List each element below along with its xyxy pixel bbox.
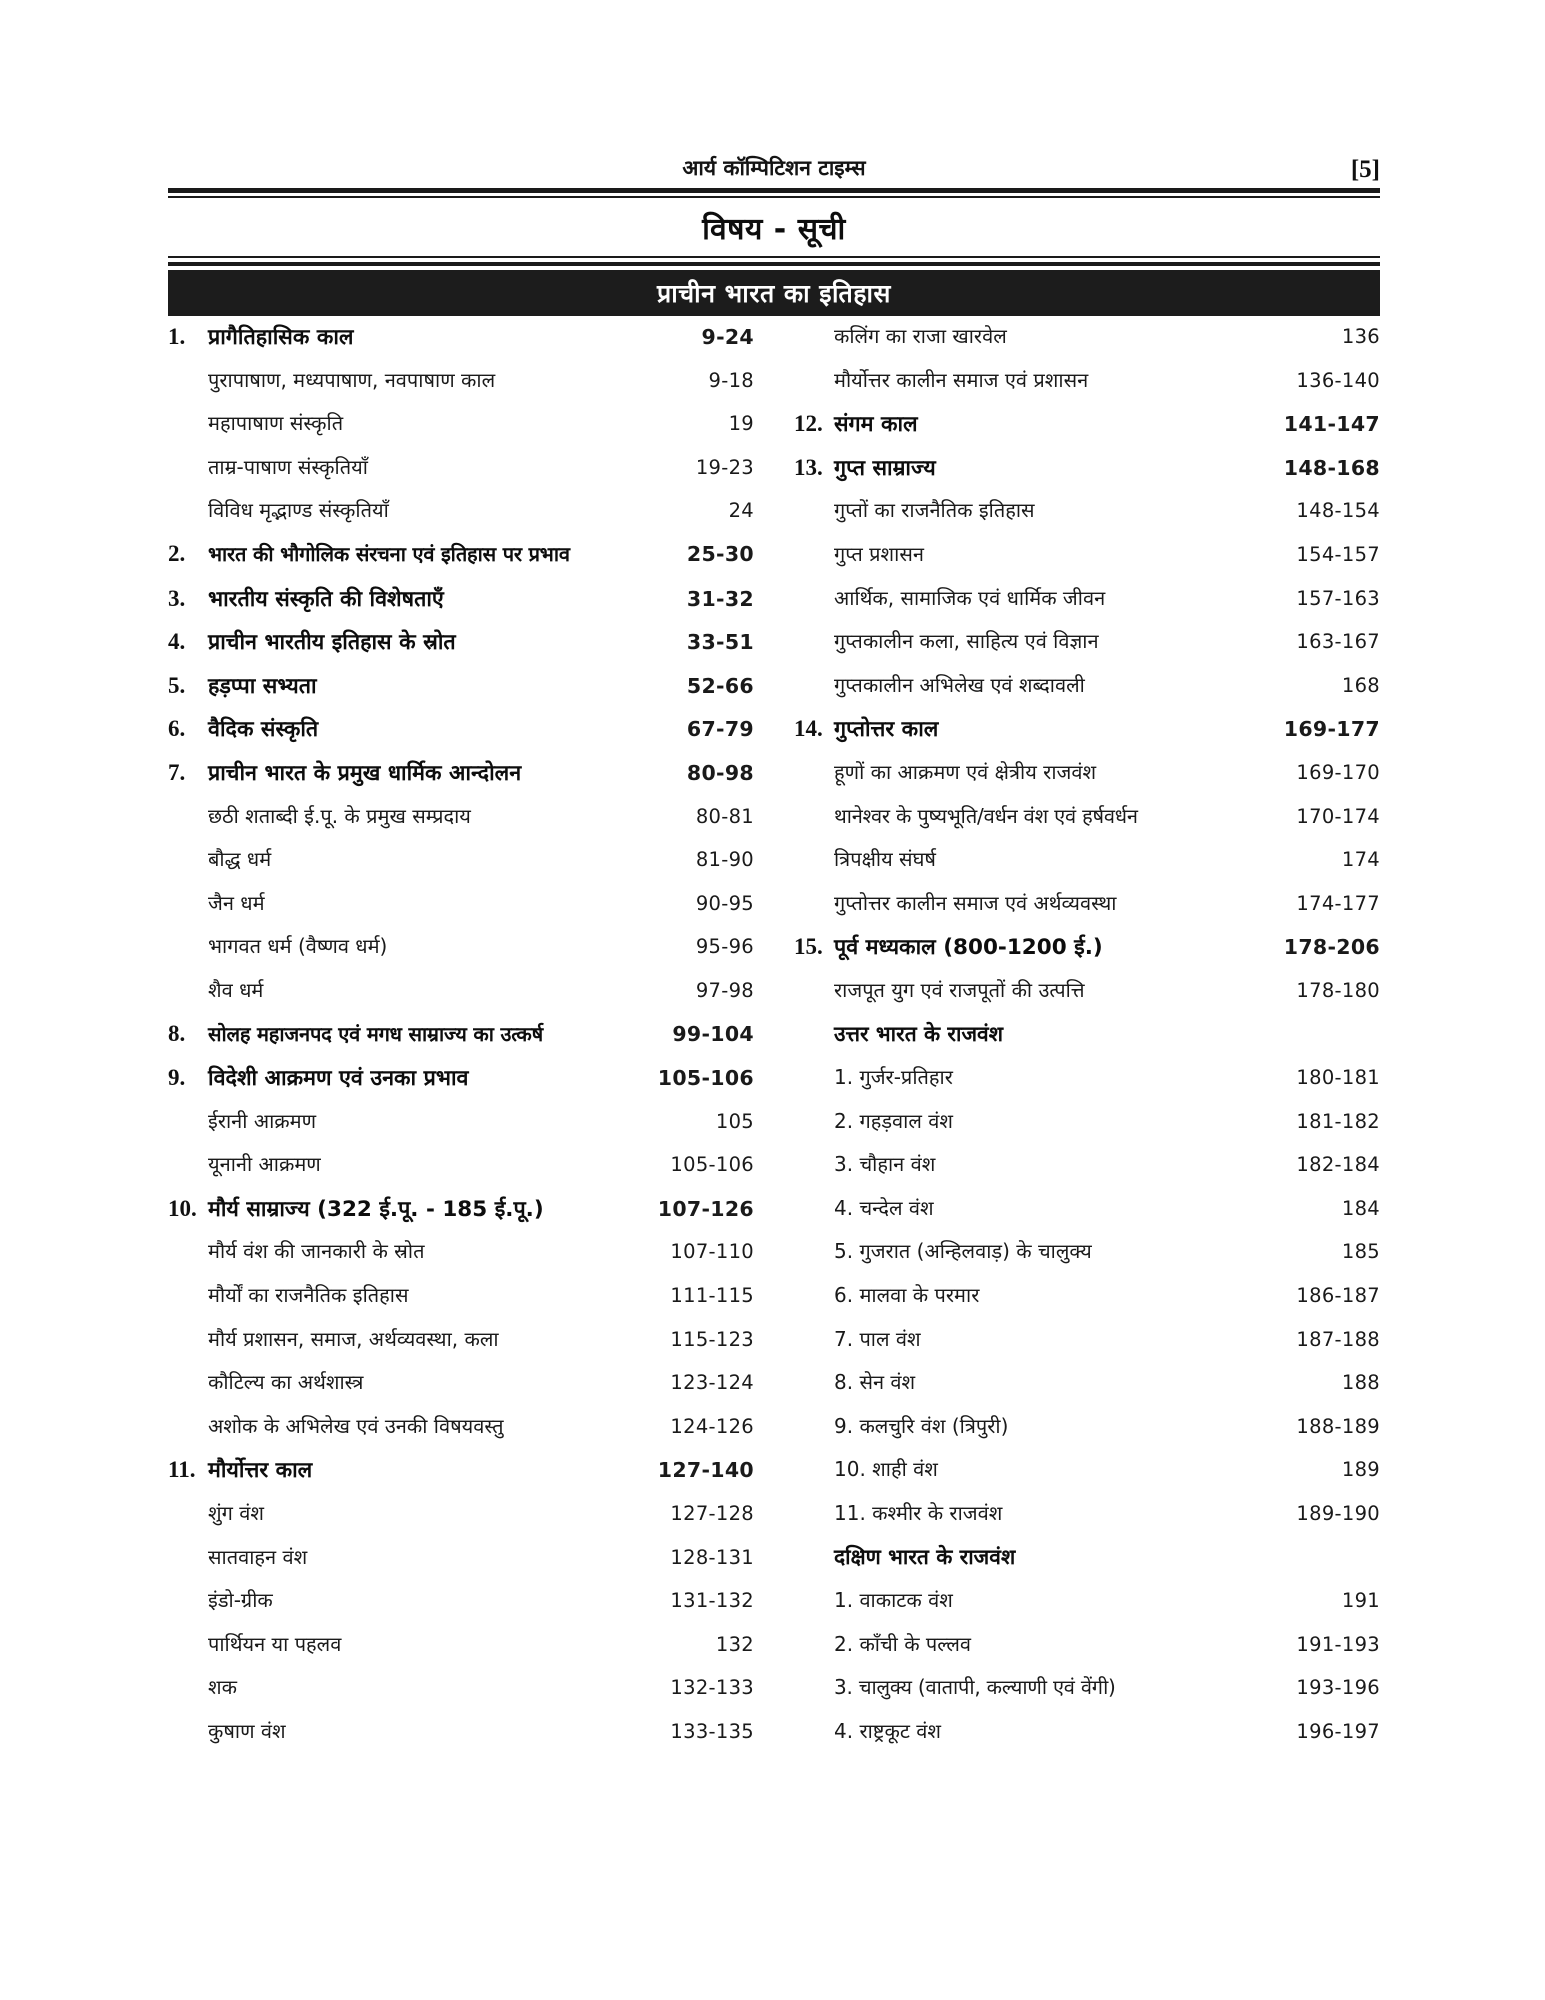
toc-entry-number: 3.	[168, 585, 186, 611]
toc-entry-pages: 19	[728, 412, 754, 436]
toc-entry-label: शैव धर्म	[208, 977, 264, 1002]
section-banner	[168, 270, 1380, 316]
toc-row[interactable]	[794, 584, 1380, 628]
toc-row[interactable]	[794, 671, 1380, 715]
toc-entry-label: बौद्ध धर्म	[208, 847, 272, 872]
toc-entry-number: 15.	[794, 934, 823, 960]
toc-entry-pages: 148-154	[1296, 499, 1380, 523]
toc-row[interactable]	[168, 627, 754, 671]
toc-row[interactable]	[168, 1499, 754, 1543]
toc-entry-label: थानेश्वर के पुष्यभूति/वर्धन वंश एवं हर्षवर्धन	[834, 803, 1138, 828]
title-rule-thick	[168, 262, 1380, 266]
toc-row[interactable]	[168, 409, 754, 453]
toc-row[interactable]	[794, 1630, 1380, 1674]
toc-row[interactable]	[794, 627, 1380, 671]
toc-entry-pages: 141-147	[1283, 412, 1380, 437]
toc-row[interactable]	[168, 322, 754, 366]
toc-row[interactable]	[794, 1237, 1380, 1281]
toc-entry-pages: 81-90	[695, 848, 754, 872]
toc-entry-pages: 115-123	[670, 1327, 754, 1351]
toc-entry-number: 5.	[168, 672, 186, 698]
toc-row[interactable]	[794, 1586, 1380, 1630]
toc-entry-label: कुषाण वंश	[208, 1719, 286, 1743]
toc-entry-label: जैन धर्म	[208, 890, 265, 915]
toc-entry-pages: 189	[1341, 1458, 1380, 1482]
toc-entry-label: गुप्त साम्राज्य	[834, 455, 936, 481]
toc-row[interactable]	[794, 453, 1380, 497]
toc-entry-pages: 163-167	[1296, 630, 1380, 654]
section-banner-text: प्राचीन भारत का इतिहास	[657, 279, 891, 308]
toc-entry-pages: 9-24	[701, 325, 754, 349]
toc-entry-number: 11.	[168, 1457, 196, 1483]
toc-row[interactable]	[794, 1717, 1380, 1761]
toc-entry-number: 8.	[168, 1020, 186, 1046]
toc-row[interactable]	[794, 1412, 1380, 1456]
toc-entry-label: विविध मृद्भाण्ड संस्कृतियाँ	[208, 498, 389, 523]
toc-entry-pages: 191-193	[1296, 1632, 1380, 1656]
toc-entry-label: हूणों का आक्रमण एवं क्षेत्रीय राजवंश	[834, 759, 1097, 784]
toc-entry-number: 14.	[794, 716, 823, 742]
toc-entry-pages: 124-126	[670, 1414, 754, 1438]
toc-entry-label: 9. कलचुरि वंश (त्रिपुरी)	[834, 1413, 1009, 1438]
toc-entry-number: 13.	[794, 454, 823, 480]
toc-row[interactable]	[168, 1717, 754, 1761]
toc-entry-pages: 136-140	[1296, 368, 1380, 392]
toc-entry-label: गुप्तों का राजनैतिक इतिहास	[834, 498, 1035, 523]
toc-entry-number: 2.	[168, 540, 186, 566]
toc-entry-pages: 170-174	[1296, 804, 1380, 828]
toc-entry-label: मौर्य वंश की जानकारी के स्रोत	[208, 1239, 425, 1264]
toc-entry-label: प्राचीन भारतीय इतिहास के स्रोत	[208, 630, 456, 656]
toc-entry-pages: 95-96	[695, 935, 754, 959]
toc-entry-pages: 174	[1341, 848, 1380, 872]
toc-row[interactable]	[168, 1063, 754, 1107]
toc-entry-label: गुप्तोत्तर काल	[834, 717, 939, 743]
toc-entry-label: 2. गहड़वाल वंश	[834, 1108, 953, 1133]
toc-row[interactable]	[794, 366, 1380, 410]
title-rule-thin	[168, 256, 1380, 258]
toc-row[interactable]	[168, 1237, 754, 1281]
toc-entry-label: गुप्तकालीन अभिलेख एवं शब्दावली	[834, 672, 1085, 697]
toc-entry-label: शक	[208, 1675, 237, 1700]
toc-entry-label: 4. राष्ट्रकूट वंश	[834, 1719, 941, 1743]
toc-entry-label: भागवत धर्म (वैष्णव धर्म)	[208, 934, 388, 959]
toc-row[interactable]	[794, 1107, 1380, 1151]
toc-row[interactable]	[168, 1107, 754, 1151]
toc-entry-pages: 184	[1341, 1196, 1380, 1220]
toc-entry-pages: 131-132	[670, 1589, 754, 1613]
toc-entry-label: भारत की भौगोलिक संरचना एवं इतिहास पर प्रभाव	[208, 541, 570, 566]
toc-entry-label: छठी शताब्दी ई.पू. के प्रमुख सम्प्रदाय	[208, 803, 471, 828]
toc-entry-label: अशोक के अभिलेख एवं उनकी विषयवस्तु	[208, 1413, 504, 1438]
toc-entry-label: पुरापाषाण, मध्यपाषाण, नवपाषाण काल	[208, 367, 496, 392]
toc-entry-pages: 191	[1341, 1589, 1380, 1613]
toc-row[interactable]	[794, 714, 1380, 758]
toc-row[interactable]	[794, 758, 1380, 802]
toc-row[interactable]	[794, 1455, 1380, 1499]
toc-entry-label: 10. शाही वंश	[834, 1457, 938, 1482]
toc-row[interactable]	[168, 1673, 754, 1717]
toc-row[interactable]	[168, 802, 754, 846]
toc-entry-pages: 52-66	[686, 673, 754, 698]
toc-entry-pages: 174-177	[1296, 891, 1380, 915]
toc-entry-pages: 148-168	[1283, 455, 1380, 480]
toc-row[interactable]	[794, 540, 1380, 584]
toc-entry-label: 3. चालुक्य (वातापी, कल्याणी एवं वेंगी)	[834, 1675, 1116, 1700]
toc-entry-label: 6. मालवा के परमार	[834, 1283, 980, 1308]
toc-entry-label: 11. कश्मीर के राजवंश	[834, 1501, 1003, 1526]
toc-entry-label: मौर्योत्तर काल	[208, 1458, 313, 1484]
toc-entry-pages: 189-190	[1296, 1502, 1380, 1526]
toc-entry-pages: 180-181	[1296, 1066, 1380, 1090]
toc-entry-label: कौटिल्य का अर्थशास्त्र	[208, 1370, 364, 1395]
toc-entry-pages: 188-189	[1296, 1414, 1380, 1438]
toc-entry-label: मौर्य प्रशासन, समाज, अर्थव्यवस्था, कला	[208, 1326, 499, 1351]
toc-row[interactable]	[794, 1325, 1380, 1369]
toc-entry-label: वैदिक संस्कृति	[208, 717, 319, 743]
toc-entry-label: राजपूत युग एवं राजपूतों की उत्पत्ति	[834, 977, 1085, 1002]
toc-row[interactable]	[168, 1281, 754, 1325]
toc-row[interactable]	[168, 889, 754, 933]
toc-row[interactable]	[168, 932, 754, 976]
toc-entry-label: कलिंग का राजा खारवेल	[834, 324, 1007, 348]
toc-row[interactable]	[168, 453, 754, 497]
toc-row[interactable]	[168, 584, 754, 628]
toc-entry-label: शुंग वंश	[208, 1501, 264, 1526]
toc-entry-pages: 187-188	[1296, 1327, 1380, 1351]
toc-entry-pages: 111-115	[670, 1284, 754, 1308]
toc-entry-label: ईरानी आक्रमण	[208, 1108, 317, 1133]
toc-entry-number: 6.	[168, 716, 186, 742]
toc-entry-label: उत्तर भारत के राजवंश	[834, 1021, 1003, 1046]
toc-entry-label: महापाषाण संस्कृति	[208, 411, 344, 436]
toc-entry-pages: 80-81	[695, 804, 754, 828]
toc-entry-number: 1.	[168, 324, 186, 349]
toc-entry-label: भारतीय संस्कृति की विशेषताएँ	[208, 586, 444, 612]
toc-entry-number: 10.	[168, 1195, 197, 1221]
toc-row[interactable]	[794, 976, 1380, 1020]
toc-entry-label: 8. सेन वंश	[834, 1370, 916, 1395]
toc-entry-pages: 178-206	[1283, 935, 1380, 960]
toc-entry-label: हड़प्पा सभ्यता	[208, 673, 317, 699]
toc-entry-label: 4. चन्देल वंश	[834, 1195, 934, 1220]
toc-row[interactable]	[168, 1150, 754, 1194]
toc-entry-pages: 185	[1341, 1240, 1380, 1264]
toc-entry-label: ताम्र-पाषाण संस्कृतियाँ	[208, 454, 368, 479]
toc-entry-label: त्रिपक्षीय संघर्ष	[834, 847, 936, 872]
toc-entry-pages: 80-98	[686, 760, 754, 785]
toc-row[interactable]	[794, 1673, 1380, 1717]
toc-row[interactable]	[168, 671, 754, 715]
toc-row[interactable]	[794, 1194, 1380, 1238]
toc-entry-label: दक्षिण भारत के राजवंश	[834, 1544, 1016, 1569]
toc-row[interactable]	[794, 1543, 1380, 1587]
toc-entry-pages: 132-133	[670, 1676, 754, 1700]
toc-row[interactable]	[168, 1455, 754, 1499]
toc-row[interactable]	[794, 932, 1380, 976]
toc-entry-pages: 154-157	[1296, 542, 1380, 566]
toc-row[interactable]	[168, 976, 754, 1020]
toc-entry-pages: 97-98	[695, 978, 754, 1002]
toc-columns	[168, 322, 1380, 1761]
toc-row[interactable]	[168, 1543, 754, 1587]
toc-entry-label: संगम काल	[834, 412, 918, 438]
toc-entry-pages: 90-95	[695, 891, 754, 915]
toc-row[interactable]	[168, 1325, 754, 1369]
toc-entry-label: मौर्य साम्राज्य (322 ई.पू. - 185 ई.पू.)	[208, 1196, 544, 1222]
toc-entry-pages: 132	[715, 1632, 754, 1656]
toc-entry-label: सोलह महाजनपद एवं मगध साम्राज्य का उत्कर्ष	[208, 1021, 543, 1046]
toc-row[interactable]	[794, 802, 1380, 846]
toc-entry-pages: 123-124	[670, 1371, 754, 1395]
toc-entry-pages: 107-110	[670, 1240, 754, 1264]
header-rule-thin	[168, 196, 1380, 198]
page-title-text: विषय - सूची	[702, 211, 846, 247]
toc-entry-pages: 99-104	[672, 1021, 754, 1046]
toc-entry-pages: 178-180	[1296, 978, 1380, 1002]
toc-entry-label: गुप्त प्रशासन	[834, 541, 924, 566]
toc-row[interactable]	[168, 540, 754, 584]
toc-entry-label: 3. चौहान वंश	[834, 1152, 936, 1177]
toc-entry-pages: 67-79	[686, 717, 754, 742]
toc-entry-pages: 182-184	[1296, 1153, 1380, 1177]
header-rule-thick	[168, 188, 1380, 193]
page-title	[168, 200, 1380, 254]
toc-row[interactable]	[168, 1412, 754, 1456]
toc-entry-pages: 105-106	[670, 1153, 754, 1177]
toc-entry-label: सातवाहन वंश	[208, 1544, 308, 1569]
toc-entry-pages: 157-163	[1296, 586, 1380, 610]
toc-entry-label: मौर्यों का राजनैतिक इतिहास	[208, 1283, 409, 1308]
page-number: [5]	[1350, 156, 1380, 183]
toc-entry-pages: 105-106	[657, 1066, 754, 1091]
toc-row[interactable]	[794, 1150, 1380, 1194]
toc-entry-pages: 107-126	[657, 1196, 754, 1221]
toc-entry-label: 1. वाकाटक वंश	[834, 1588, 953, 1613]
toc-entry-number: 4.	[168, 629, 186, 655]
toc-row[interactable]	[168, 758, 754, 802]
toc-row[interactable]	[794, 1020, 1380, 1064]
toc-entry-pages: 169-170	[1296, 760, 1380, 784]
toc-entry-pages: 9-18	[708, 368, 754, 392]
toc-entry-pages: 105	[715, 1109, 754, 1133]
toc-entry-pages: 127-128	[670, 1502, 754, 1526]
toc-entry-label: पूर्व मध्यकाल (800-1200 ई.)	[834, 935, 1103, 961]
toc-entry-pages: 168	[1341, 673, 1380, 697]
toc-entry-pages: 127-140	[657, 1458, 754, 1483]
toc-row[interactable]	[168, 496, 754, 540]
toc-entry-pages: 19-23	[695, 455, 754, 479]
toc-row[interactable]	[794, 496, 1380, 540]
toc-entry-pages: 181-182	[1296, 1109, 1380, 1133]
toc-row[interactable]	[794, 1063, 1380, 1107]
toc-entry-pages: 133-135	[670, 1720, 754, 1743]
toc-row[interactable]	[794, 409, 1380, 453]
toc-entry-label: गुप्तोत्तर कालीन समाज एवं अर्थव्यवस्था	[834, 890, 1117, 915]
toc-row[interactable]	[168, 714, 754, 758]
toc-entry-pages: 31-32	[686, 586, 754, 611]
toc-entry-label: पार्थियन या पहलव	[208, 1631, 342, 1656]
toc-entry-pages: 169-177	[1283, 717, 1380, 742]
toc-column-right	[794, 322, 1380, 1761]
toc-column-left	[168, 322, 754, 1761]
toc-entry-number: 9.	[168, 1065, 186, 1091]
toc-row[interactable]	[794, 845, 1380, 889]
toc-row[interactable]	[794, 889, 1380, 933]
toc-entry-pages: 33-51	[686, 630, 754, 655]
toc-entry-label: प्रागैतिहासिक काल	[208, 325, 354, 350]
toc-entry-label: 7. पाल वंश	[834, 1326, 921, 1351]
toc-row[interactable]	[794, 322, 1380, 366]
toc-entry-label: प्राचीन भारत के प्रमुख धार्मिक आन्दोलन	[208, 760, 522, 786]
toc-entry-label: 2. काँची के पल्लव	[834, 1631, 971, 1656]
toc-entry-number: 7.	[168, 759, 186, 785]
toc-row[interactable]	[168, 845, 754, 889]
book-title: आर्य कॉम्पिटिशन टाइम्स	[682, 156, 866, 180]
toc-entry-pages: 24	[728, 499, 754, 523]
toc-entry-label: 1. गुर्जर-प्रतिहार	[834, 1065, 953, 1090]
toc-row[interactable]	[168, 366, 754, 410]
toc-entry-label: यूनानी आक्रमण	[208, 1152, 321, 1177]
toc-row[interactable]	[168, 1020, 754, 1064]
toc-entry-label: आर्थिक, सामाजिक एवं धार्मिक जीवन	[834, 585, 1106, 610]
toc-entry-label: 5. गुजरात (अन्हिलवाड़) के चालुक्य	[834, 1239, 1092, 1264]
toc-entry-pages: 25-30	[686, 541, 754, 566]
toc-entry-label: इंडो-ग्रीक	[208, 1588, 273, 1613]
toc-entry-label: गुप्तकालीन कला, साहित्य एवं विज्ञान	[834, 629, 1099, 654]
toc-entry-label: विदेशी आक्रमण एवं उनका प्रभाव	[208, 1066, 469, 1092]
toc-entry-label: मौर्योत्तर कालीन समाज एवं प्रशासन	[834, 367, 1089, 392]
toc-entry-pages: 136	[1341, 325, 1380, 348]
toc-entry-pages: 196-197	[1296, 1720, 1380, 1743]
toc-row[interactable]	[168, 1194, 754, 1238]
toc-row[interactable]	[794, 1499, 1380, 1543]
toc-entry-pages: 188	[1341, 1371, 1380, 1395]
running-header	[168, 148, 1380, 182]
toc-row[interactable]	[168, 1630, 754, 1674]
toc-row[interactable]	[168, 1586, 754, 1630]
toc-entry-pages: 186-187	[1296, 1284, 1380, 1308]
toc-row[interactable]	[168, 1368, 754, 1412]
toc-entry-pages: 193-196	[1296, 1676, 1380, 1700]
toc-row[interactable]	[794, 1368, 1380, 1412]
toc-entry-pages: 128-131	[670, 1545, 754, 1569]
toc-row[interactable]	[794, 1281, 1380, 1325]
toc-entry-number: 12.	[794, 411, 823, 437]
